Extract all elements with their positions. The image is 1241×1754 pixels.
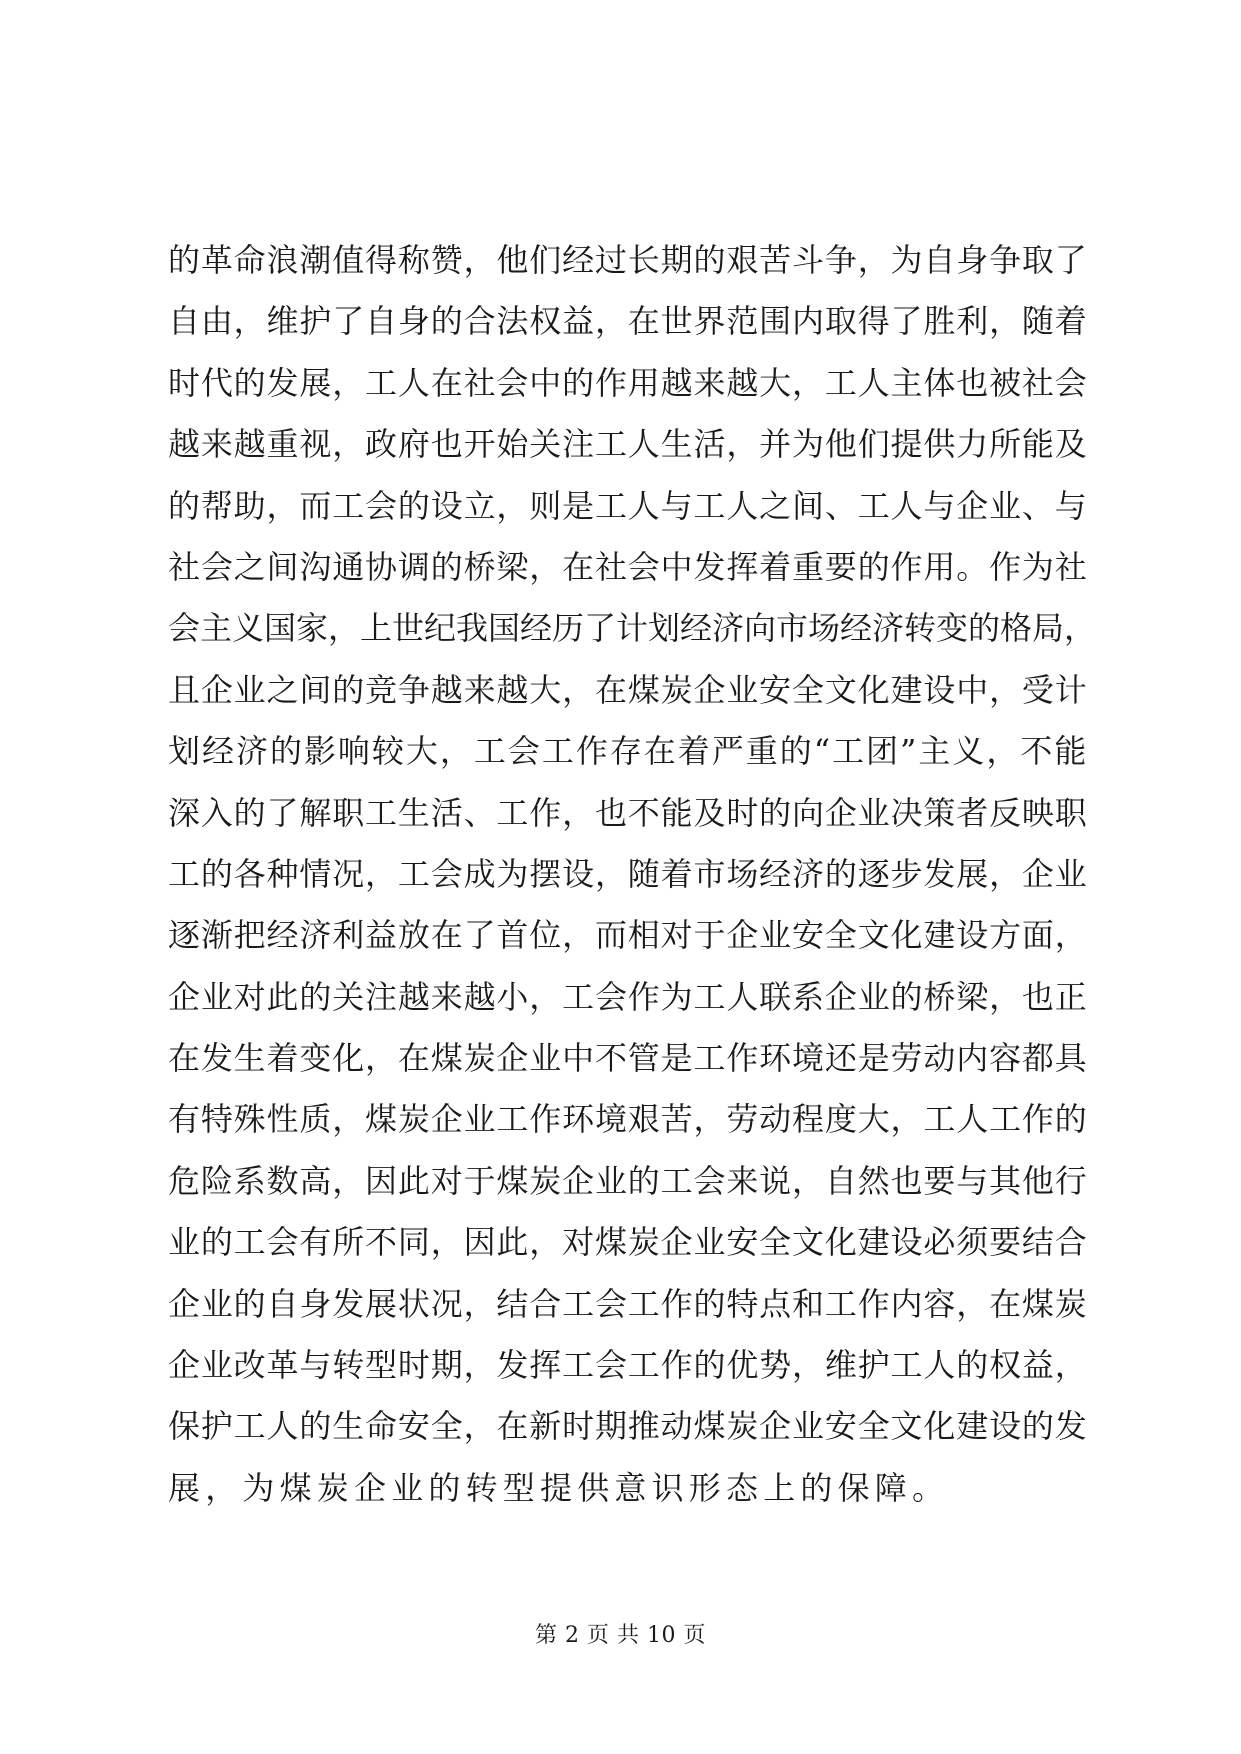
text-line: 企业改革与转型时期，发挥工会工作的优势，维护工人的权益， xyxy=(168,1346,1088,1385)
text-line: 划经济的影响较大，工会工作存在着严重的“工团”主义，不能 xyxy=(168,732,1089,771)
text-line: 的帮助，而工会的设立，则是工人与工人之间、工人与企业、与 xyxy=(168,486,1088,525)
text-line: 时代的发展，工人在社会中的作用越来越大，工人主体也被社会 xyxy=(168,363,1088,402)
body-paragraph xyxy=(168,230,1097,1519)
text-line: 越来越重视，政府也开始关注工人生活，并为他们提供力所能及 xyxy=(168,425,1088,464)
text-line: 有特殊性质，煤炭企业工作环境艰苦，劳动程度大，工人工作的 xyxy=(168,1100,1088,1139)
text-line: 企业对此的关注越来越小，工会作为工人联系企业的桥梁，也正 xyxy=(168,977,1088,1016)
text-line: 且企业之间的竞争越来越大，在煤炭企业安全文化建设中，受计 xyxy=(168,670,1088,709)
text-line: 危险系数高，因此对于煤炭企业的工会来说，自然也要与其他行 xyxy=(168,1161,1088,1200)
text-line: 自由，维护了自身的合法权益，在世界范围内取得了胜利，随着 xyxy=(168,302,1088,341)
text-line: 工的各种情况，工会成为摆设，随着市场经济的逐步发展，企业 xyxy=(168,854,1088,893)
text-line: 在发生着变化，在煤炭企业中不管是工作环境还是劳动内容都具 xyxy=(168,1039,1088,1078)
text-line: 企业的自身发展状况，结合工会工作的特点和工作内容，在煤炭 xyxy=(168,1284,1088,1323)
text-line: 逐渐把经济利益放在了首位，而相对于企业安全文化建设方面， xyxy=(168,916,1088,955)
text-line: 保护工人的生命安全，在新时期推动煤炭企业安全文化建设的发 xyxy=(168,1407,1088,1446)
text-line: 展，为煤炭企业的转型提供意识形态上的保障。 xyxy=(168,1468,950,1507)
text-line: 社会之间沟通协调的桥梁，在社会中发挥着重要的作用。作为社 xyxy=(168,547,1088,586)
text-line: 业的工会有所不同，因此，对煤炭企业安全文化建设必须要结合 xyxy=(168,1223,1088,1262)
page-number-footer: 第 2 页 共 10 页 xyxy=(535,1623,706,1648)
text-line: 的革命浪潮值得称赞，他们经过长期的艰苦斗争，为自身争取了 xyxy=(168,241,1088,279)
text-line: 会主义国家，上世纪我国经历了计划经济向市场经济转变的格局， xyxy=(168,609,1097,648)
text-line: 深入的了解职工生活、工作，也不能及时的向企业决策者反映职 xyxy=(168,793,1088,832)
